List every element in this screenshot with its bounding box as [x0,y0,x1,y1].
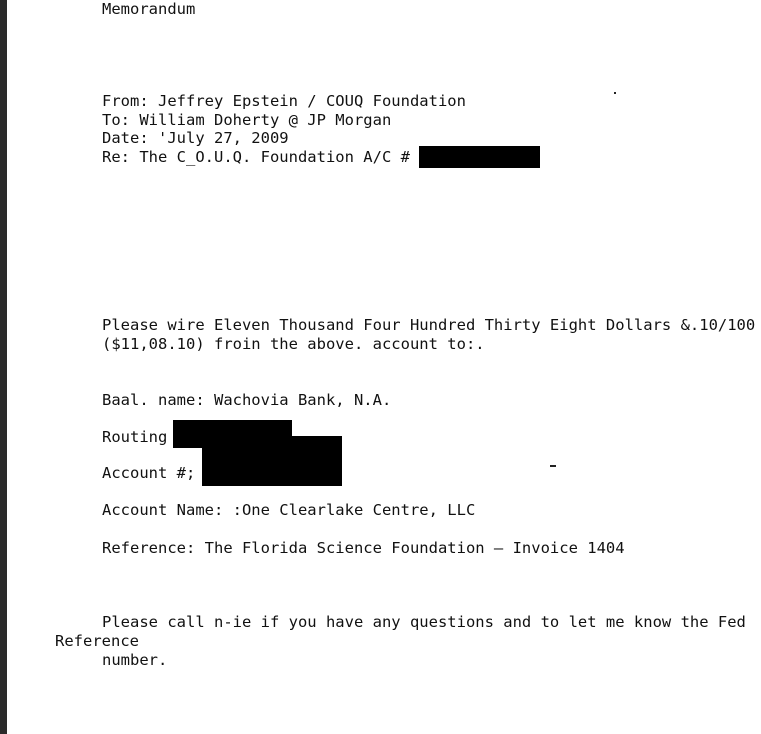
wire-instruction-line-1: Please wire Eleven Thousand Four Hundred Thirty Eight Dollars &.10/100 [102,316,756,334]
bank-name-line: Baal. name: Wachovia Bank, N.A. [102,391,392,409]
account-name-line: Account Name: :One Clearlake Centre, LLC [102,501,476,519]
account-label: Account #; [102,464,196,482]
reference-line: Reference: The Florida Science Foundation — Invoice 1404 [102,539,625,557]
to-line: To: William Doherty @ JP Morgan [102,111,392,129]
scan-dash-mark [550,465,556,467]
wire-instruction-line-2: ($11,08.10) froin the above. account to:. [102,335,485,353]
left-margin-bar [0,0,7,734]
memo-title: Memorandum [102,0,196,18]
re-line: Re: The C_O.U.Q. Foundation A/C # [102,148,410,166]
redacted-account-number-2 [202,436,342,486]
routing-label: Routing [102,428,168,446]
closing-line-1: Please call n-ie if you have any questions and to let me know the Fed [102,613,746,631]
from-line: From: Jeffrey Epstein / COUQ Foundation [102,92,466,110]
redacted-account-number [419,146,540,168]
date-line: Date: 'July 27, 2009 [102,129,289,147]
closing-line-2: Reference [55,632,139,650]
closing-line-3: number. [102,651,168,669]
scan-speck [614,92,616,94]
